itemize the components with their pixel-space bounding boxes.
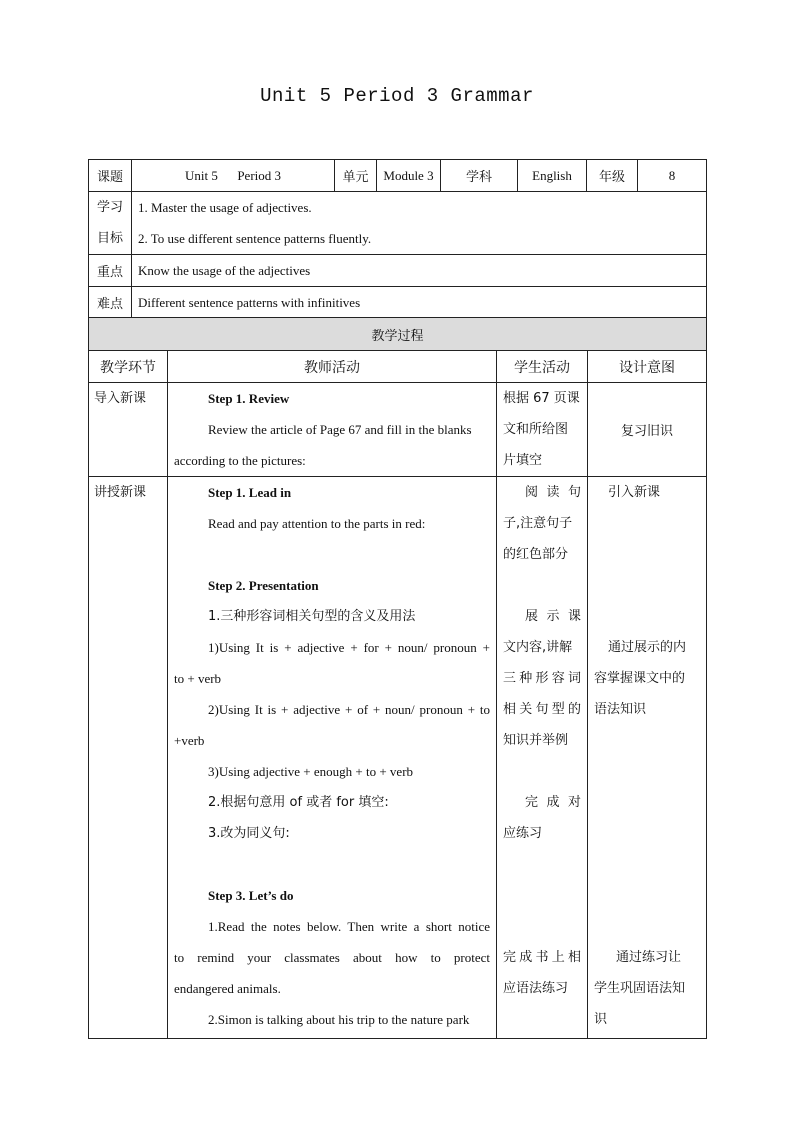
blank-line [503, 756, 581, 787]
grade-label: 年级 [587, 160, 638, 192]
student-line: 阅读句 [525, 485, 581, 500]
presentation-1: 1.三种形容词相关句型的含义及用法 [208, 609, 416, 624]
blank-line [594, 570, 700, 601]
blank-line [503, 880, 581, 911]
intro-student-line: 根据 67 页课 [503, 391, 580, 406]
blank-line [594, 911, 700, 942]
blank-line [594, 756, 700, 787]
intent-line: 引入新课 [608, 485, 661, 500]
goal-1: 1. Master the usage of adjectives. [138, 200, 312, 215]
blank-line [503, 911, 581, 942]
key-label: 重点 [89, 255, 132, 287]
teach-student [497, 477, 588, 1039]
presentation-3a: 2)Using It is + adjective + of + noun/ pronoun + to [208, 702, 490, 717]
header-stage: 教学环节 [89, 351, 168, 383]
teaching-process-table [88, 317, 707, 1039]
unit-label: 单元 [335, 160, 377, 192]
teach-stage [89, 477, 168, 1039]
blank-line [594, 601, 700, 632]
unit-value: Module 3 [377, 160, 441, 192]
student-line: 子,注意句子 [503, 516, 573, 531]
blank-line [174, 849, 490, 880]
lets-do-2: 2.Simon is talking about his trip to the nature park [208, 1012, 470, 1027]
intro-teacher [168, 383, 497, 477]
subject-label: 学科 [441, 160, 518, 192]
header-student: 学生活动 [497, 351, 588, 383]
blank-line [594, 787, 700, 818]
presentation-4: 3)Using adjective + enough + to + verb [208, 764, 414, 779]
grade-value: 8 [638, 160, 707, 192]
presentation-5: 2.根据句意用 of 或者 for 填空: [208, 795, 389, 810]
student-line: 完成书上相 [503, 950, 581, 965]
goal-2: 2. To use different sentence patterns fluently. [138, 231, 372, 246]
teach-stage-text: 讲授新课 [94, 485, 147, 500]
blank-line [594, 539, 700, 570]
blank-line [594, 508, 700, 539]
student-line: 展示课 [525, 609, 581, 624]
document-title: Unit 5 Period 3 Grammar [260, 85, 534, 107]
difficult-value: Different sentence patterns with infinitives [132, 287, 707, 319]
intro-line1: Review the article of Page 67 and fill in the blanks [208, 422, 472, 437]
step2-title: Step 2. Presentation [208, 578, 319, 593]
intent-line: 识 [594, 1012, 608, 1027]
difficult-label: 难点 [89, 287, 132, 319]
lesson-info-table [88, 159, 707, 319]
presentation-2b: to + verb [174, 671, 222, 686]
intro-line2: according to the pictures: [174, 453, 306, 468]
student-line: 应练习 [503, 826, 543, 841]
intent-line: 容掌握课文中的 [594, 671, 686, 686]
course-value: Unit 5 Period 3 [132, 160, 335, 192]
student-line: 的红色部分 [503, 547, 569, 562]
intent-line: 通过练习让 [616, 950, 682, 965]
subject-value: English [518, 160, 587, 192]
lets-do-1a: 1.Read the notes below. Then write a short notice [208, 919, 490, 934]
student-line: 三种形容词 [503, 671, 581, 686]
presentation-2a: 1)Using It is + adjective + for + noun/ pronoun + [208, 640, 490, 655]
student-line: 相关句型的 [503, 702, 581, 717]
blank-line [594, 725, 700, 756]
header-intent: 设计意图 [588, 351, 707, 383]
intent-line: 通过展示的内 [608, 640, 687, 655]
student-line: 应语法练习 [503, 981, 569, 996]
lets-do-1b: to remind your classmates about how to protect [174, 950, 490, 965]
intro-student [497, 383, 588, 477]
key-value: Know the usage of the adjectives [132, 255, 707, 287]
intent-line: 语法知识 [594, 702, 647, 717]
blank-line [503, 570, 581, 601]
blank-line [594, 818, 700, 849]
presentation-6: 3.改为同义句: [208, 826, 290, 841]
intro-stage [89, 383, 168, 477]
step1-text: Read and pay attention to the parts in red: [208, 516, 426, 531]
student-line: 知识并举例 [503, 733, 569, 748]
student-line: 文内容,讲解 [503, 640, 573, 655]
blank-line [174, 539, 490, 570]
step1-title: Step 1. Lead in [208, 485, 292, 500]
step3-title: Step 3. Let’s do [208, 888, 294, 903]
header-teacher: 教师活动 [168, 351, 497, 383]
intro-student-line: 片填空 [503, 453, 543, 468]
blank-line [594, 880, 700, 911]
student-line: 完成对 [525, 795, 581, 810]
process-banner: 教学过程 [89, 318, 707, 351]
goals-value [132, 192, 707, 255]
course-label: 课题 [89, 160, 132, 192]
lets-do-1c: endangered animals. [174, 981, 281, 996]
blank-line [594, 849, 700, 880]
goals-label-line1: 学习 [96, 200, 123, 215]
teach-teacher [168, 477, 497, 1039]
presentation-3b: +verb [174, 733, 205, 748]
intro-intent: 复习旧识 [588, 383, 707, 477]
intro-stage-text: 导入新课 [94, 391, 147, 406]
teach-intent [588, 477, 707, 1039]
intro-step-title: Step 1. Review [208, 391, 290, 406]
blank-line [503, 849, 581, 880]
intent-line: 学生巩固语法知 [594, 981, 686, 996]
intro-student-line: 文和所给图 [503, 422, 569, 437]
goals-label-line2: 目标 [96, 231, 123, 246]
goals-label [89, 192, 132, 255]
